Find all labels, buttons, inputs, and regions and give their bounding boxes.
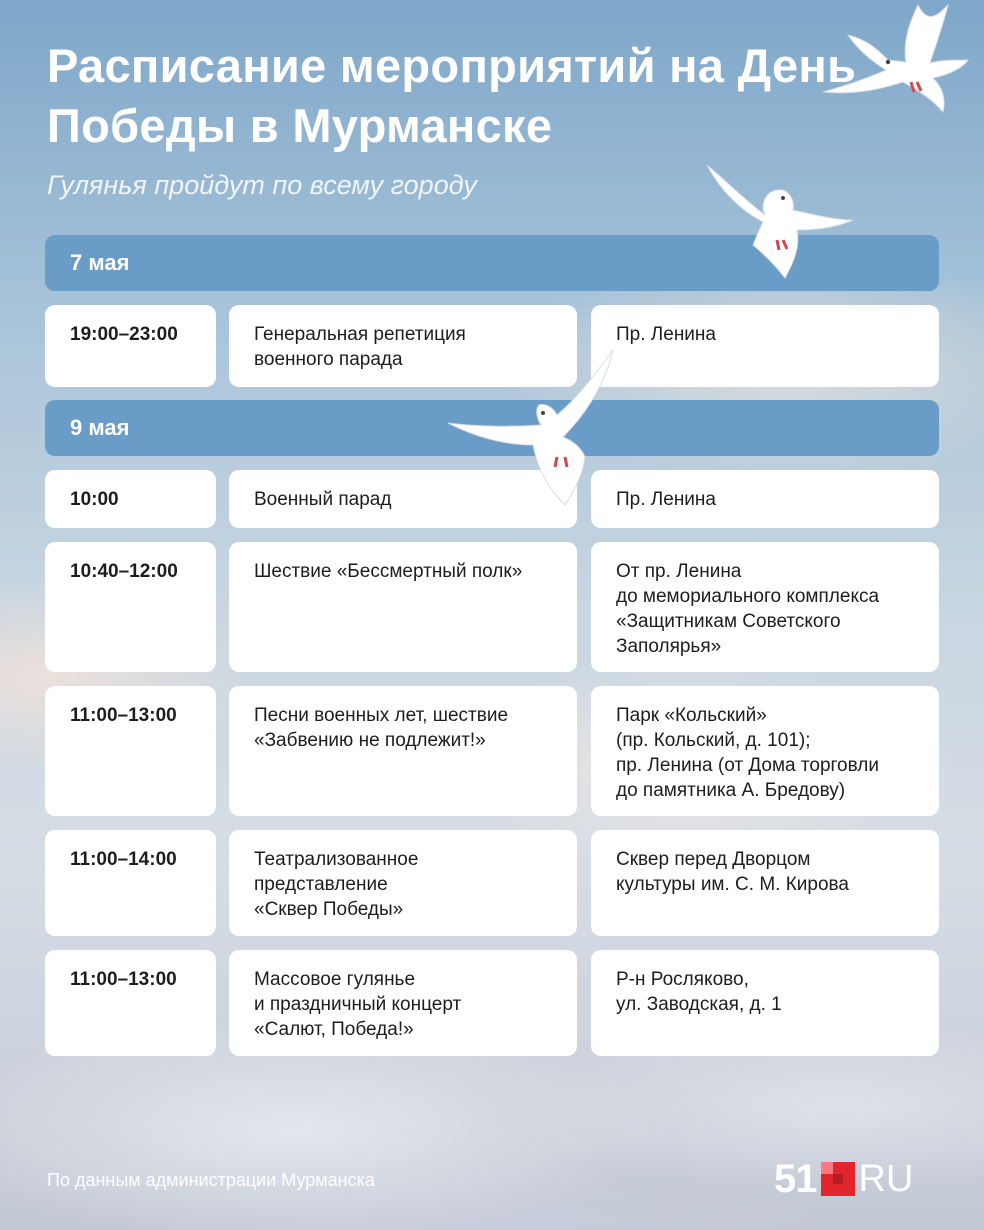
- event-time: 11:00–13:00: [45, 686, 216, 816]
- day-header-may-9: 9 мая: [45, 400, 939, 456]
- event-time: 11:00–14:00: [45, 830, 216, 936]
- dove-icon: [445, 345, 620, 510]
- event-place: Парк «Кольский» (пр. Кольский, д. 101); пр. Ленина (от Дома торговли до памятника А. Бредову): [591, 686, 939, 816]
- source-note: По данным администрации Мурманска: [47, 1170, 375, 1190]
- page-title: Расписание мероприятий на День Победы в Мурманске: [47, 39, 857, 152]
- event-title: Массовое гулянье и праздничный концерт «Салют, Победа!»: [229, 950, 577, 1056]
- logo-suffix: RU: [858, 1157, 914, 1200]
- event-time: 11:00–13:00: [45, 950, 216, 1056]
- event-place: Пр. Ленина: [591, 470, 939, 528]
- event-time: 10:00: [45, 470, 216, 528]
- event-time: 10:40–12:00: [45, 542, 216, 672]
- page-subtitle: Гулянья пройдут по всему городу: [47, 170, 477, 200]
- event-place: Пр. Ленина: [591, 305, 939, 387]
- event-title: Военный парад: [229, 470, 577, 528]
- event-place: Р-н Росляково, ул. Заводская, д. 1: [591, 950, 939, 1056]
- logo-number: 51: [774, 1156, 817, 1201]
- dove-icon: [818, 0, 973, 115]
- event-title: Генеральная репетиция военного парада: [229, 305, 577, 387]
- event-place: Сквер перед Дворцом культуры им. С. М. Кирова: [591, 830, 939, 936]
- event-place: От пр. Ленина до мемориального комплекса «Защитникам Советского Заполярья»: [591, 542, 939, 672]
- day-header-may-7: 7 мая: [45, 235, 939, 291]
- logo-square-icon: [821, 1162, 855, 1196]
- event-time: 19:00–23:00: [45, 305, 216, 387]
- site-logo: [774, 1158, 913, 1200]
- event-title: Песни военных лет, шествие «Забвению не подлежит!»: [229, 686, 577, 816]
- event-title: Театрализованное представление «Сквер Победы»: [229, 830, 577, 936]
- dove-icon: [705, 160, 855, 285]
- event-title: Шествие «Бессмертный полк»: [229, 542, 577, 672]
